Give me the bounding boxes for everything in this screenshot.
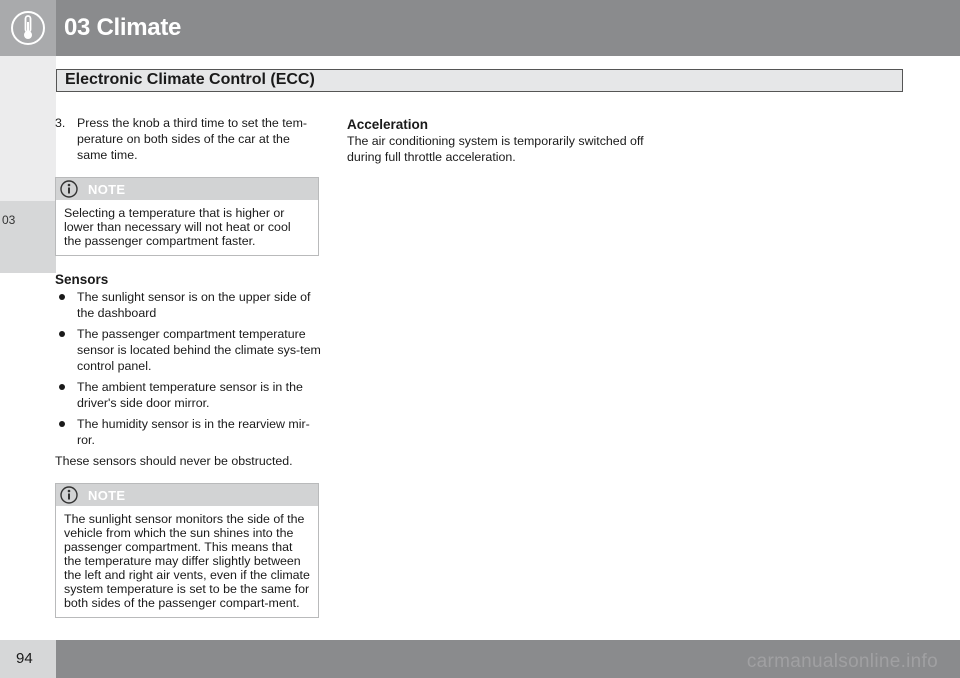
page-number: 94 (16, 650, 33, 667)
note-header (56, 484, 318, 506)
list-item (55, 379, 323, 411)
chapter-side-tab (0, 201, 56, 273)
sensors-footer-text: These sensors should never be obstructed. (55, 454, 293, 468)
side-tab-label: 03 (2, 213, 16, 227)
acceleration-text: The air conditioning system is temporarily switched off during full throttle acceleration. (347, 134, 644, 164)
sensors-section (55, 272, 323, 469)
page-number-box (0, 640, 56, 678)
bullet-text: The ambient temperature sensor is in the driver's side door mirror. (77, 380, 303, 410)
step-text: Press the knob a third time to set the tem-perature on both sides of the car at the same time. (77, 116, 308, 162)
note-text: Selecting a temperature that is higher or lower than necessary will not heat or cool the passenger compartment faster. (64, 206, 291, 248)
list-item (55, 416, 323, 448)
bullet-text: The passenger compartment temperature sensor is located behind the climate sys-tem control panel. (77, 327, 321, 373)
right-column (347, 115, 647, 165)
bullet-icon (59, 421, 65, 427)
acceleration-heading: Acceleration (347, 117, 429, 132)
list-item (55, 326, 323, 374)
bullet-icon (59, 384, 65, 390)
side-strip-bottom (0, 273, 56, 640)
chapter-icon-box (0, 0, 56, 56)
list-item (55, 289, 323, 321)
left-column (55, 115, 323, 618)
bullet-icon (59, 294, 65, 300)
info-icon (60, 486, 78, 504)
note-title: NOTE (88, 182, 126, 197)
section-title: Electronic Climate Control (ECC) (65, 71, 315, 88)
note-header (56, 178, 318, 200)
sensors-heading: Sensors (55, 272, 109, 287)
step-number: 3. (55, 116, 66, 130)
note-box (55, 177, 319, 256)
note-text: The sunlight sensor monitors the side of the vehicle from which the sun shines into the passenger compartment. This means that the temperature may differ slightly between the left and right air vents, even if the climate system temperature is set to be the same for both sides of the passenger compart-ment. (64, 512, 310, 610)
bullet-text: The sunlight sensor is on the upper side of the dashboard (77, 290, 311, 320)
section-header (56, 69, 903, 92)
thermometer-icon (10, 8, 46, 48)
bullet-text: The humidity sensor is in the rearview mir-ror. (77, 417, 310, 447)
note-box (55, 483, 319, 618)
bullet-icon (59, 331, 65, 337)
watermark: carmanualsonline.info (746, 651, 938, 672)
note-title: NOTE (88, 488, 126, 503)
chapter-title: 03 Climate (64, 14, 182, 41)
info-icon (60, 180, 78, 198)
side-strip-top (0, 56, 56, 201)
step-3 (55, 115, 323, 163)
